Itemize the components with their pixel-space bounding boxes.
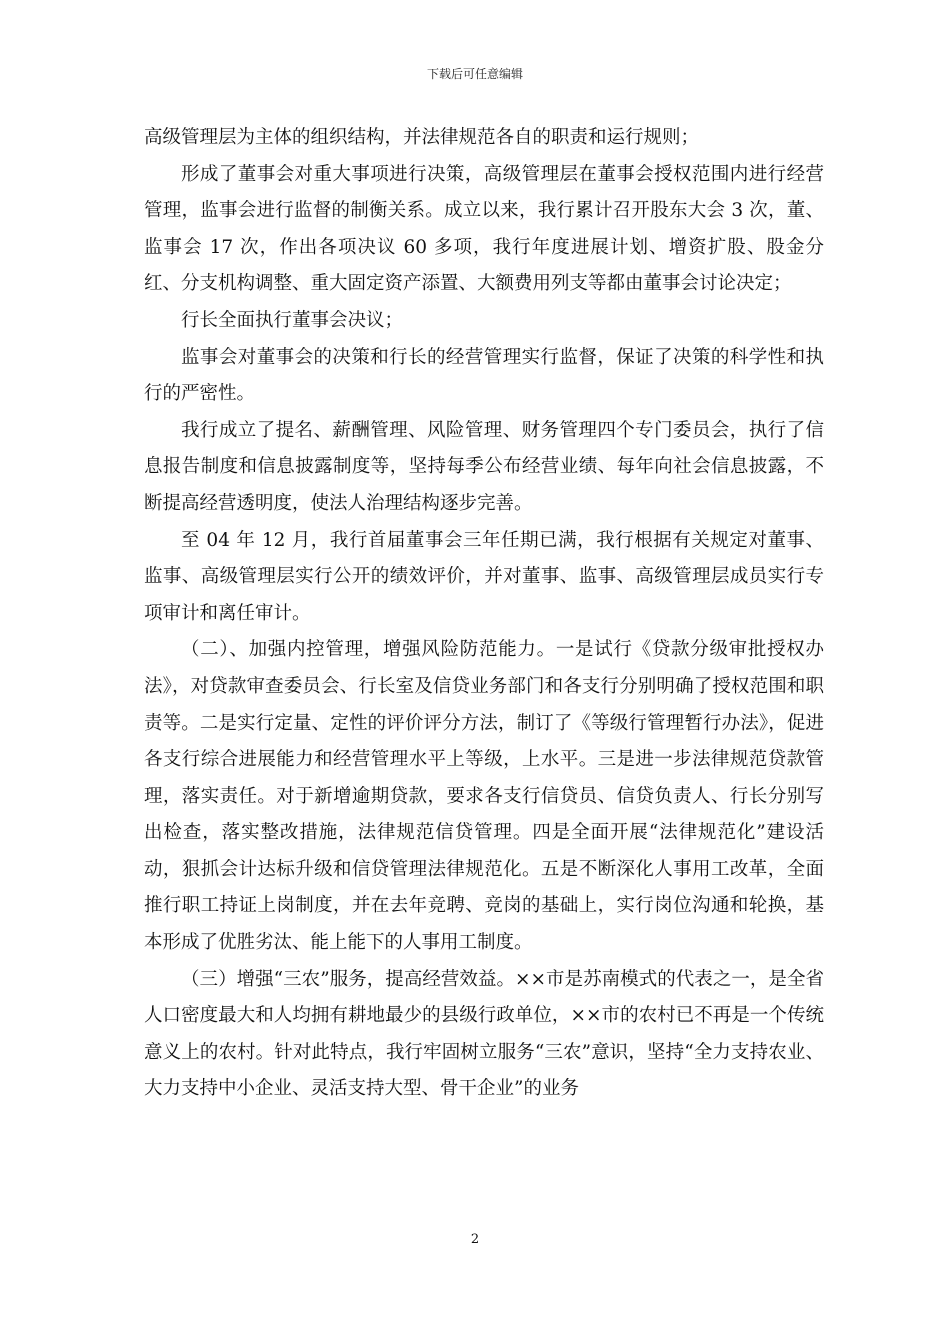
page-header: 下载后可任意编辑 [426, 67, 523, 81]
paragraph: 监事会对董事会的决策和行长的经营管理实行监督，保证了决策的科学性和执行的严密性。 [144, 346, 824, 405]
paragraph: 高级管理层为主体的组织结构，并法律规范各自的职责和运行规则； [144, 127, 700, 148]
page-number: 2 [470, 1232, 480, 1247]
paragraph: （二）、加强内控管理，增强风险防范能力。一是试行《贷款分级审批授权办法》，对贷款审查委员会、行长室及信贷业务部门和各支行分别明确了授权范围和职责等。二是实行定量、定性的评价评分方法，制订了《等级行管理暂行办法》，促进各支行综合进展能力和经营管理水平上等级，上水平。三是进一步法律规范贷款管理，落实责任。对于新增逾期贷款，要求各支行信贷员、信贷负责人、行长分别写出检查，落实整改措施，法律规范信贷管理。四是全面开展“法律规范化”建设活动，狠抓会计达标升级和信贷管理法律规范化。五是不断深化人事用工改革，全面推行职工持证上岗制度，并在去年竞聘、竞岗的基础上，实行岗位沟通和轮换，基本形成了优胜劣汰、能上能下的人事用工制度。 [144, 639, 824, 954]
paragraph: （三）增强“三农”服务，提高经营效益。××市是苏南模式的代表之一，是全省人口密度最大和人均拥有耕地最少的县级行政单位，××市的农村已不再是一个传统意义上的农村。针对此特点，我行牢固树立服务“三农”意识，坚持“全力支持农业、大力支持中小企业、灵活支持大型、骨干企业”的业务 [144, 968, 824, 1100]
paragraph: 行长全面执行董事会决议； [181, 309, 404, 331]
paragraph: 形成了董事会对重大事项进行决策，高级管理层在董事会授权范围内进行经营管理，监事会进行监督的制衡关系。成立以来，我行累计召开股东大会 3 次，董、监事会 17 次，作出各项决议 60 多项，我行年度进展计划、增资扩股、股金分红、分支机构调整、重大固定资产添置、大额费用列支等都由董事会讨论决定； [144, 163, 824, 295]
paragraph: 至 04 年 12 月，我行首届董事会三年任期已满，我行根据有关规定对董事、监事、高级管理层实行公开的绩效评价，并对董事、监事、高级管理层成员实行专项审计和离任审计。 [144, 529, 824, 624]
document-body [144, 120, 824, 1108]
paragraph: 我行成立了提名、薪酬管理、风险管理、财务管理四个专门委员会，执行了信息报告制度和信息披露制度等，坚持每季公布经营业绩、每年向社会信息披露，不断提高经营透明度，使法人治理结构逐步完善。 [144, 419, 824, 514]
